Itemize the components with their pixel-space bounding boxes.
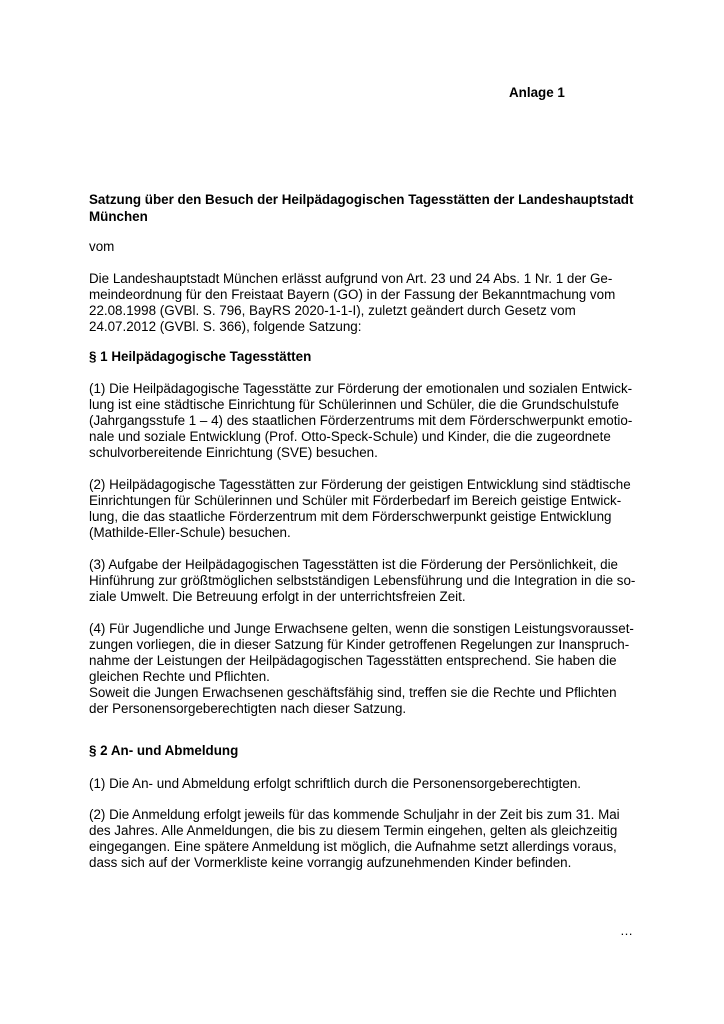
s1-p2-line-2: Einrichtungen für Schülerinnen und Schüler mit Förderbedarf im Bereich geistige Entwick- [89, 493, 622, 508]
s1-p3-line-3: ziale Umwelt. Die Betreuung erfolgt in der unterrichtsfreien Zeit. [89, 589, 466, 604]
s1-p1-line-2: lung ist eine städtische Einrichtung für Schülerinnen und Schüler, die die Grundschulstufe [89, 397, 619, 412]
s1-p4-line-3: nahme der Leistungen der Heilpädagogischen Tagesstätten entsprechend. Sie haben die [89, 653, 617, 668]
preamble-line-3: 22.08.1998 (GVBl. S. 796, BayRS 2020-1-1-I), zuletzt geändert durch Gesetz vom [89, 303, 576, 318]
s2-p2-line-2: des Jahres. Alle Anmeldungen, die bis zu diesem Termin eingehen, gelten als gleichzeitig [89, 823, 618, 838]
annex-label: Anlage 1 [509, 85, 565, 100]
s1-p2-line-3: lung, die das staatliche Förderzentrum mit dem Förderschwerpunkt geistige Entwicklung [89, 509, 612, 524]
continuation-mark: … [620, 923, 634, 938]
s1-p4-line-5: Soweit die Jungen Erwachsenen geschäftsfähig sind, treffen sie die Rechte und Pflichten [89, 685, 617, 700]
preamble-line-2: meindeordnung für den Freistaat Bayern (GO) in der Fassung der Bekanntmachung vom [89, 287, 616, 302]
s1-p4-line-4: gleichen Rechte und Pflichten. [89, 669, 270, 684]
s1-p1-line-4: nale und soziale Entwicklung (Prof. Otto-Speck-Schule) und Kinder, die die zugeordnete [89, 429, 611, 444]
s1-p4-line-2: zungen vorliegen, die in dieser Satzung für Kinder getroffenen Regelungen zur Inanspruch- [89, 637, 630, 652]
s1-p2-line-4: (Mathilde-Eller-Schule) besuchen. [89, 525, 291, 540]
section2-heading: § 2 An- und Abmeldung [89, 743, 239, 758]
s1-p3-line-1: (3) Aufgabe der Heilpädagogischen Tagesstätten ist die Förderung der Persönlichkeit, die [89, 557, 619, 572]
section1-heading: § 1 Heilpädagogische Tagesstätten [89, 349, 312, 364]
s1-p2-line-1: (2) Heilpädagogische Tagesstätten zur Förderung der geistigen Entwicklung sind städtische [89, 477, 631, 492]
preamble-line-4: 24.07.2012 (GVBl. S. 366), folgende Satzung: [89, 319, 362, 334]
s1-p4-line-6: der Personensorgeberechtigten nach dieser Satzung. [89, 701, 407, 716]
date-line: vom [89, 239, 115, 254]
s1-p4-line-1: (4) Für Jugendliche und Junge Erwachsene gelten, wenn die sonstigen Leistungsvorausset- [89, 621, 634, 636]
s1-p1-line-5: schulvorbereitende Einrichtung (SVE) besuchen. [89, 445, 378, 460]
s1-p1-line-3: (Jahrgangsstufe 1 – 4) des staatlichen Förderzentrums mit dem Förderschwerpunkt emotio- [89, 413, 633, 428]
s1-p1-line-1: (1) Die Heilpädagogische Tagesstätte zur Förderung der emotionalen und sozialen Entwick- [89, 381, 633, 396]
preamble-line-1: Die Landeshauptstadt München erlässt aufgrund von Art. 23 und 24 Abs. 1 Nr. 1 der Ge- [89, 271, 613, 286]
s2-p2-line-1: (2) Die Anmeldung erfolgt jeweils für das kommende Schuljahr in der Zeit bis zum 31. Mai [89, 807, 620, 822]
title-line-1: Satzung über den Besuch der Heilpädagogischen Tagesstätten der Landeshauptstadt [89, 192, 634, 207]
s1-p3-line-2: Hinführung zur größtmöglichen selbstständigen Lebensführung und die Integration in die so- [89, 573, 636, 588]
s2-p2-line-4: dass sich auf der Vormerkliste keine vorrangig aufzunehmenden Kinder befinden. [89, 855, 572, 870]
s2-p2-line-3: eingegangen. Eine spätere Anmeldung ist möglich, die Aufnahme setzt allerdings voraus, [89, 839, 617, 854]
title-line-2: München [89, 209, 148, 224]
s2-p1-line-1: (1) Die An- und Abmeldung erfolgt schriftlich durch die Personensorgeberechtigten. [89, 776, 582, 791]
